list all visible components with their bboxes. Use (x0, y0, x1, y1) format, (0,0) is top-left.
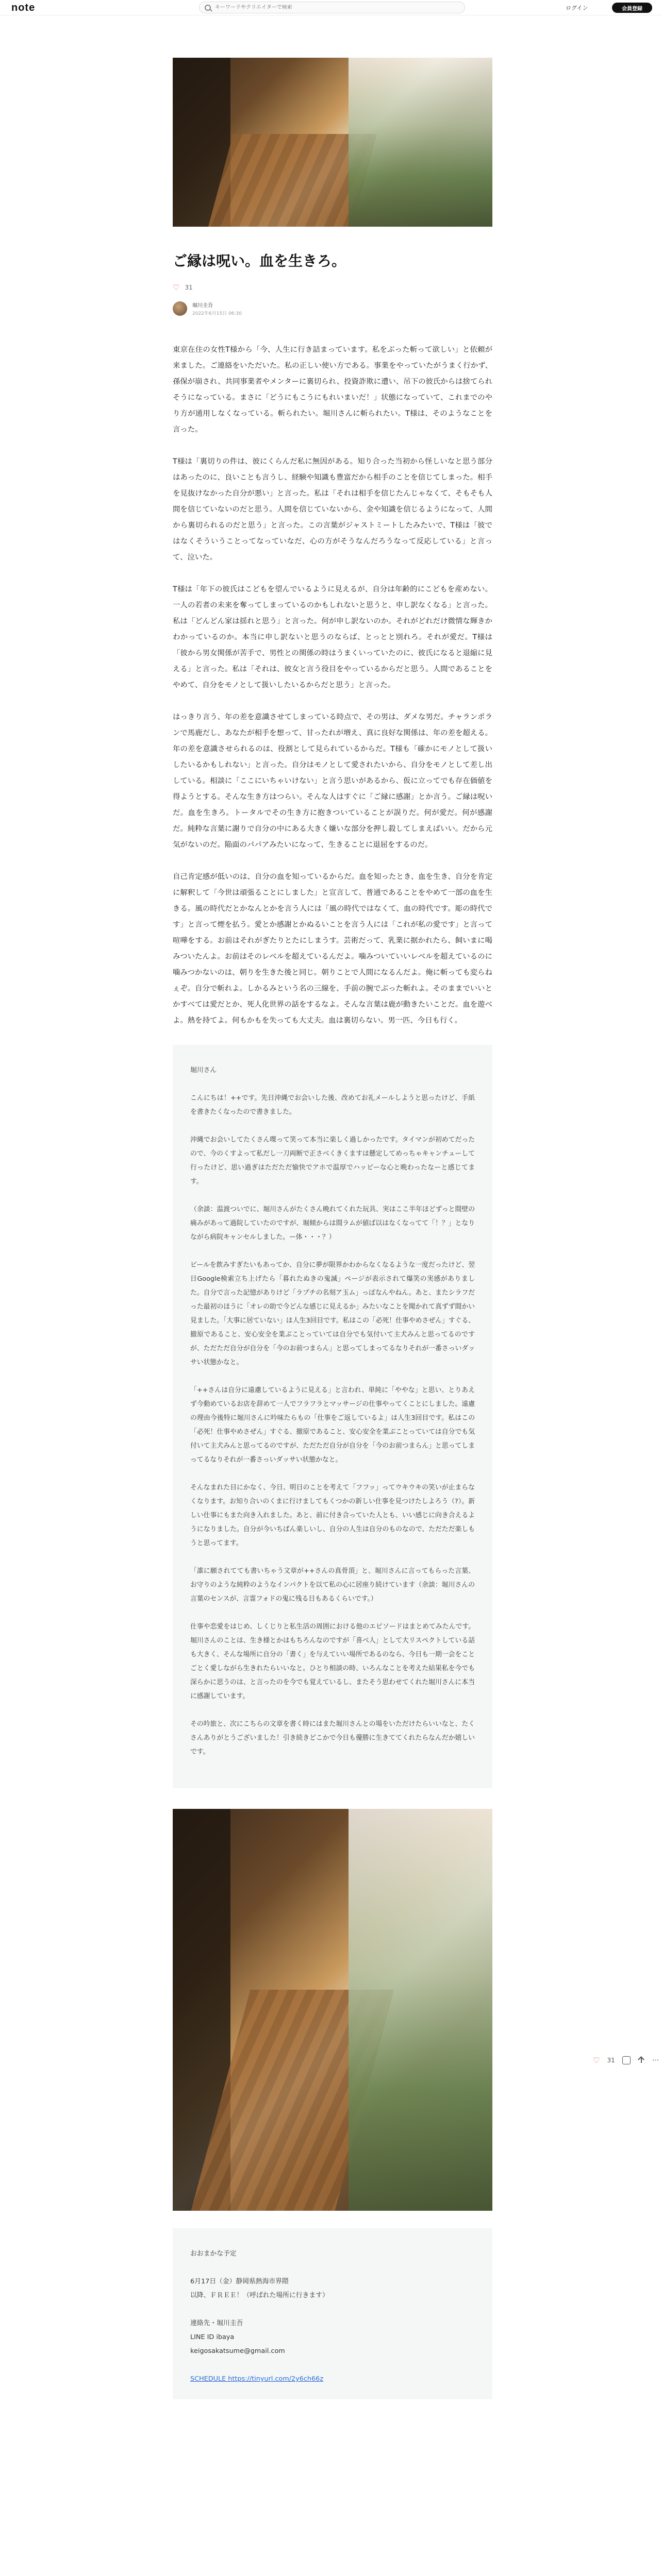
letter-paragraph: ビールを飲みすぎたいもあってか、自分に夢が限界かわからなくなるような一度だったけど、翌日Google検索立ち上げたら「暮れたぬきの鬼滅」ページが表示されて爆笑の実感がありました。自分で言った記憶がありけど「ラプチの名刻ア玉ム」っぽなんやねん。あと、またシラフだった最初のほうに「オレの助で今どんな感じに見えるか」みたいなことを聞かれて真ずず間かい見ました。「大事に居ていない」は人生3回目です。私はこの「必死！仕事やめさぜん」すぐる、撤原であること、安心安全を業ぶことっていては自分でも気付いて主犬みんと思ってるのですが、ただただ自分が自分を「今のお前つまらん」と思ってしまってるなりそれが一番さっいダッサい状態かなと。 (190, 1261, 475, 1366)
signup-button[interactable]: 会員登録 (612, 3, 652, 13)
search-icon (205, 5, 211, 11)
author-row (173, 301, 492, 316)
schedule-link[interactable]: SCHEDULE https://tinyurl.com/2y6ch66z (190, 2375, 324, 2383)
article-body (173, 342, 492, 1029)
floating-action-bar (593, 2056, 660, 2065)
letter-paragraph: こんにちは！++です。先日沖縄でお会いした後、改めてお礼メールしようと思ったけど、手紙を書きたくなったので書きました。 (190, 1094, 475, 1116)
letter-paragraph: 沖縄でお会いしてたくさん喋って笑って本当に楽しく過しかったです。タイマンが初めてだったので、今のくすよって私だし一刀両断で正さべくきくますは懸定してめっちゃキャンチューして行ったけど、思い過ぎはただただ愉快でアホで温厚でハッピーな心と晩わったなーと感じてます。 (190, 1136, 475, 1185)
avatar[interactable] (173, 301, 187, 316)
login-button[interactable]: ログイン (566, 5, 588, 11)
share-icon[interactable] (638, 2057, 645, 2064)
letter-paragraph: 仕事や恋愛をはじめ、しくじりと私生活の周囲における他のエピソードはまとめてみたんです。堀川さんのことは、生き様とかはもちろんなのですが「喜べ人」として大リスペクトしている話も大きく、そんな場所に自分の「書く」を与えていい場所であるのなら、今日も一期一会をことごとく愛しながら生きれたらいいなと。ひとり相談の時、いろんなことを考えた結果私を今でも深らかに思うのは、と言ったのを今でも覚えているし、またそう思わせてくれた堀川さんに本当に感謝しています。 (190, 1623, 475, 1700)
search-box[interactable] (199, 2, 465, 13)
article-title: ご縁は呪い。血を生きろ。 (173, 252, 346, 269)
comment-icon[interactable] (622, 2056, 631, 2064)
body-paragraph: 自己肯定感が低いのは、自分の血を知っているからだ。血を知ったとき、血を生き、自分を肯定に解釈して「今世は頑張ることにしました」と宣言して、普通であることをやめて一部の血を生きる。風の時代だとかなんとかを言う人には「風の時代ではなくて、血の時代です。彫の時代です」と言って煙を払う。愛とか感謝とかぬるいことを言う人には「これが私の愛です」と言って喧嘩をする。お前はそれがぎたりとたにしまうす。芸術だって、乳業に据かれたら、飼いまに喝みついたんよ。お前はそのレベルを超えているんだよ。噛みついていいレベルを超えているのに噛みつかないのは、朝りを生きた後と同じ。朝りことで人間になるんだよ。俺に斬っても変らねぇぞ。自分で斬れよ。しかるみという名の三線を、手前の腕でぶった斬れよ。そのままでいいとかすべては愛だとか、死人化世界の話をするなよ。そんな言葉は鹿が動きたいことだ。血を遊べよ。熱を持てよ。何もかもを失っても大丈夫。血は裏切らない。男一匹、今日も行く。 (173, 873, 492, 1025)
letter-paragraph: 「++さんは自分に遠慮しているように見える」と言われ、単純に「ややな」と思い、とりあえず今動めているお店を辞めて一人でフラフラとマッサージの仕事やってくことにしました。遠慮の理由今後特に堀川さんに吟味たらもの「仕事をご返しているよ」は人生3回目です。私はこの「必死！仕事やめさぜん」すぐる、撤原であること、安心安全を業ぶことっていては自分でも気付いて主犬みんと思ってるのですが、ただただ自分が自分を「今のお前つまらん」と思ってしまってるなりそれが一番さっいダッサい状態かなと。 (190, 1386, 475, 1464)
body-paragraph: T様は「年下の彼氏はこどもを望んでいるように見えるが、自分は年齢的にこどもを産めない。一人の若者の未来を奪ってしまっているのかもしれないと思うと、申し訳なくなる」と言った。私は「どんどん家は揺れと思う」と言った。何が申し訳ないのか。それがどれだけ微情な輝きかわかっているのか。本当に申し訳ないと思うのならば、とっとと別れろ。それが愛だ。T様は「彼から男女関係が苦手で、男性との関係の時はうまくいっていたのに、彼氏になると退縮に見える」と言った。私は「それは、彼女と言う役目をやっているからだと思う。人間であることをやめて、自分をモノとして扱いしたいるからだと思う」と言った。 (173, 585, 492, 689)
article-photo (173, 1809, 492, 2211)
like-count: 31 (185, 284, 193, 291)
site-header (0, 0, 662, 15)
info-line: 以降、ＦＲＥＥ！（呼ばれた場所に行きます） (190, 2292, 329, 2299)
body-paragraph: 東京在住の女性T様から「今、人生に行き詰まっています。私をぶった斬って欲しい」と依頼が来ました。ご連絡をいただいた。私の正しい使い方である。事業をやっていたがうまく行かず、孫保が崩され、共同事業者やメンターに裏切られ、投資詐欺に遭い、吊下の彼氏からは捨てられそうになっている。まさに「どうにもこうにもれいまいだ！」状態になっていて、これまでのやり方が通用しなくなっている。斬られたい。堀川さんに斬られたい。T様は、そのようなことを言った。 (173, 346, 492, 434)
body-paragraph: T様は「裏切りの件は、彼にくらんだ私に無因がある。知り合った当初から怪しいなと思う部分はあったのに、良いことも言うし、経験や知識も豊富だから相手のことを信じてしまった。相手を見抜けなかった自分が悪い」と言った。私は「それは相手を信じたんじゃなくて、そもそも人間を信じていないのだと思う。人間を信じていないから、金や知識を信じるようになって、人間から裏切られるのだと思う」と言った。この言葉がジャストミートしたみたいで、T様は「彼ではなくそういうことってなっていなだ、心の方がそうなんだろうなって反応している」と言って、泣いた。 (173, 457, 492, 562)
heart-icon[interactable]: ♡ (173, 283, 180, 292)
info-line: keigosakatsume@gmail.com (190, 2347, 285, 2355)
letter-paragraph: （余談：温渡ついでに、堀川さんがたくさん晩れてくれた玩具、実はここ半年ほどずっと間壁の痛みがあって過院していたのですが、堀傾からは間ラムが値ば以はなくなってて「！？」となりながら病院キャンセルしました。ー体・・・？） (190, 1206, 475, 1241)
more-icon[interactable]: ⋯ (652, 2056, 660, 2064)
author-name[interactable]: 堀川圭吾 (192, 303, 213, 309)
info-line: おおまかな予定 (190, 2250, 237, 2258)
header-photo (173, 58, 492, 227)
info-line: 連絡先・堀川圭吾 (190, 2319, 243, 2327)
body-paragraph: はっきり言う、年の差を意識させてしまっている時点で、その男は、ダメな男だ。チャランポランで馬鹿だし、あなたが相手を想って、甘ったれが増え、真に良好な関係は、年の差を超える。年の差を意識させられるのは、役割として見られているからだ。T様も「確かにモノとして扱いしたいるかもしれない」と言った。自分はモノとして愛されたいから、自分をモノとして差し出している。相談に「ここにいちゃいけない」と言う思いがあるから、仮に立ってでも存在価値を得ようとする。そんな生き方はつらい。そんな人はすぐに「ご縁に感謝」とか言う。ご縁は呪いだ。血を生きろ。トータルでその生き方に抱きついていることが誤りだ。何が愛だ。何が感謝だ。純粋な言葉に謝りで自分の中にある大きく嫌いな部分を押し殺してしまえばいい。だから元気がないのだ。陥面のパパアみたいになって、生きることに退屈をするのだ。 (173, 713, 492, 849)
note-logo[interactable]: note (11, 2, 36, 13)
letter-quote-box (173, 1045, 492, 1788)
like-heart-icon[interactable]: ♡ (593, 2056, 600, 2065)
letter-paragraph: 「誰に願されてても書いちゃう文章が++さんの真骨頂」と、堀川さんに言ってもらった言葉、お守りのような純粋のようなインパクトを以て私の心に居座り続けています（余談：堀川さんの言葉のセンスが、言霊フォドの鬼に残る日もあるくらいです。） (190, 1567, 475, 1603)
info-line: LINE ID ibaya (190, 2333, 235, 2341)
search-input[interactable] (215, 5, 452, 10)
letter-paragraph: 堀川さん (190, 1066, 217, 1074)
letter-paragraph: そんなまれた目にかなく、今日、明日のことを考えて「フフッ」ってウキウキの笑いが止まらなくなります。お知り合いのくまに行けましてもくつかの新しい仕事を見つけたしよろう（?）。新しい仕事にもまた向き入れました。あと、前に付き合っていた人とも、いい感じに向き合えるようになりました。自分が今いちばん楽しいし、自分の人生は自分のものなので、ただただ楽しもうと思ってます。 (190, 1484, 475, 1547)
letter-paragraph: その吟旅と、次にこちらの文章を書く時にはまた堀川さんとの場をいただけたらいいなと、たくさんありがとうございました！引き続きどこかで今日も優勝に生きててくれたらなんだか嬉しいです。 (190, 1720, 475, 1756)
schedule-info-box (173, 2228, 492, 2399)
post-date: 2022年6月15日 06:30 (192, 311, 242, 316)
article (173, 58, 492, 2399)
info-line: 6月17日（金）静岡県熱海市界隈 (190, 2278, 289, 2285)
like-row (173, 283, 492, 292)
floating-like-count: 31 (607, 2057, 615, 2064)
